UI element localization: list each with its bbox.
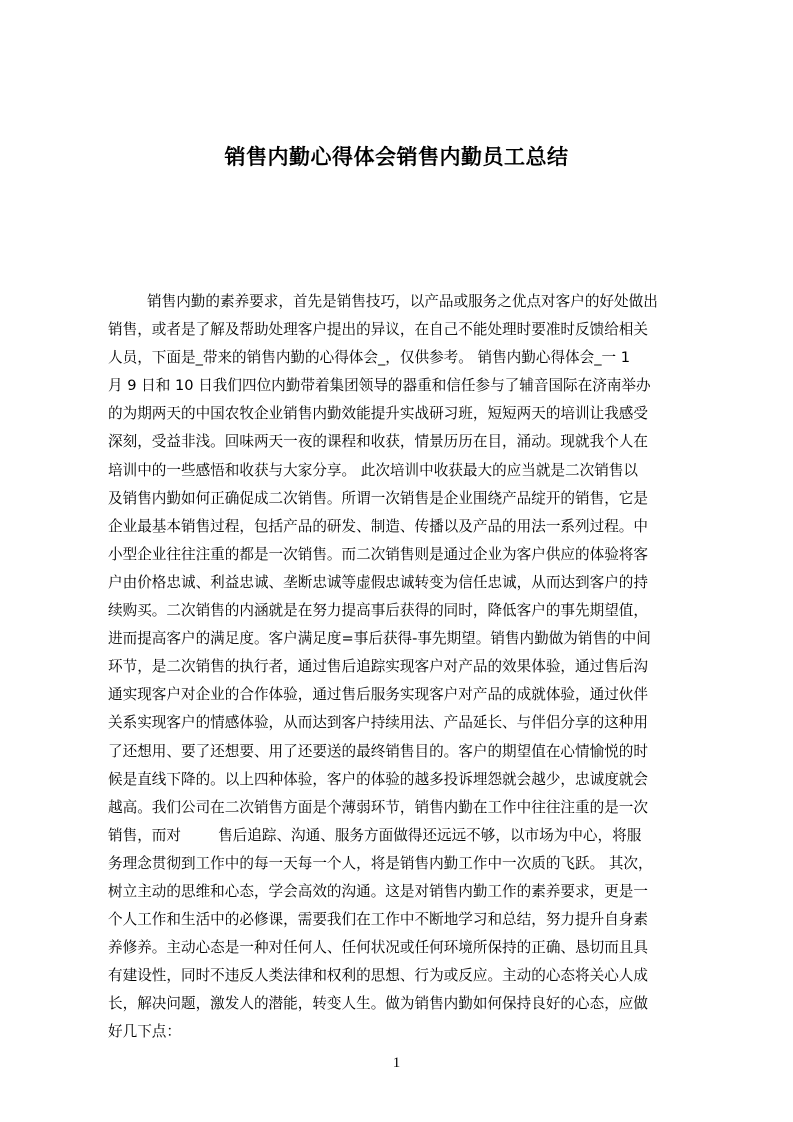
page-number: 1 xyxy=(392,1055,401,1071)
body-line: 户由价格忠诚、利益忠诚、垄断忠诚等虚假忠诚转变为信任忠诚，从而达到客户的持 xyxy=(108,573,648,591)
body-line: 人员，下面是_带来的销售内勤的心得体会_，仅供参考。 销售内勤心得体会_一 1 xyxy=(108,349,631,367)
body-line: 个人工作和生活中的必修课，需要我们在工作中不断地学习和总结，努力提升自身素 xyxy=(108,911,648,929)
body-line: 养修养。主动心态是一种对任何人、任何状况或任何环境所保持的正确、恳切而且具 xyxy=(108,939,648,957)
document-body xyxy=(108,288,698,1041)
body-line: 树立主动的思维和心态，学会高效的沟通。这是对销售内勤工作的素养要求，更是一 xyxy=(108,882,648,900)
body-line: 越高。我们公司在二次销售方面是个薄弱环节，销售内勤在工作中往往注重的是一次 xyxy=(108,798,648,816)
body-line: 企业最基本销售过程，包括产品的研发、制造、传播以及产品的用法一系列过程。中 xyxy=(108,517,648,535)
body-line: 销售内勤的素养要求，首先是销售技巧，以产品或服务之优点对客户的好处做出 xyxy=(147,293,658,310)
body-line: 务理念贯彻到工作中的每一天每一个人，将是销售内勤工作中一次质的飞跃。 其次， xyxy=(108,854,653,872)
body-line: 候是直线下降的。以上四种体验，客户的体验的越多投诉埋怨就会越少，忠诚度就会 xyxy=(108,770,648,788)
body-line: 深刻，受益非浅。回味两天一夜的课程和收获，情景历历在目，涌动。现就我个人在 xyxy=(108,433,648,451)
body-line: 培训中的一些感悟和收获与大家分享。 此次培训中收获最大的应当就是二次销售以 xyxy=(108,461,639,479)
body-line: 有建设性，同时不违反人类法律和权利的思想、行为或反应。主动的心态将关心人成 xyxy=(108,967,648,985)
body-line: 销售，或者是了解及帮助处理客户提出的异议，在自己不能处理时要准时反馈给相关 xyxy=(108,321,648,339)
body-line: 进而提高客户的满足度。客户满足度=事后获得-事先期望。销售内勤做为销售的中间 xyxy=(108,630,651,648)
body-line: 环节，是二次销售的执行者，通过售后追踪实现客户对产品的效果体验，通过售后沟 xyxy=(108,658,648,676)
body-line: 月 9 日和 10 日我们四位内勤带着集团领导的器重和信任参与了辅音国际在济南举办 xyxy=(108,377,651,395)
body-line: 续购买。二次销售的内涵就是在努力提高事后获得的同时，降低客户的事先期望值， xyxy=(108,602,648,620)
body-line: 的为期两天的中国农牧企业销售内勤效能提升实战研习班，短短两天的培训让我感受 xyxy=(108,405,648,423)
body-line: 长，解决问题，激发人的潜能，转变人生。做为销售内勤如何保持良好的心态，应做 xyxy=(108,995,648,1013)
body-line: 小型企业往往注重的都是一次销售。而二次销售则是通过企业为客户供应的体验将客 xyxy=(108,545,648,563)
body-line: 关系实现客户的情感体验，从而达到客户持续用法、产品延长、与伴侣分享的这种用 xyxy=(108,714,648,732)
body-line: 销售，而对 售后追踪、沟通、服务方面做得还远远不够，以市场为中心，将服 xyxy=(108,826,642,844)
body-line: 好几下点： xyxy=(108,1023,181,1041)
body-line: 及销售内勤如何正确促成二次销售。所谓一次销售是企业围绕产品绽开的销售，它是 xyxy=(108,489,648,507)
document-title: 销售内勤心得体会销售内勤员工总结 xyxy=(224,145,569,169)
body-line: 了还想用、要了还想要、用了还要送的最终销售目的。客户的期望值在心情愉悦的时 xyxy=(108,742,648,760)
body-line: 通实现客户对企业的合作体验，通过售后服务实现客户对产品的成就体验，通过伙伴 xyxy=(108,686,648,704)
